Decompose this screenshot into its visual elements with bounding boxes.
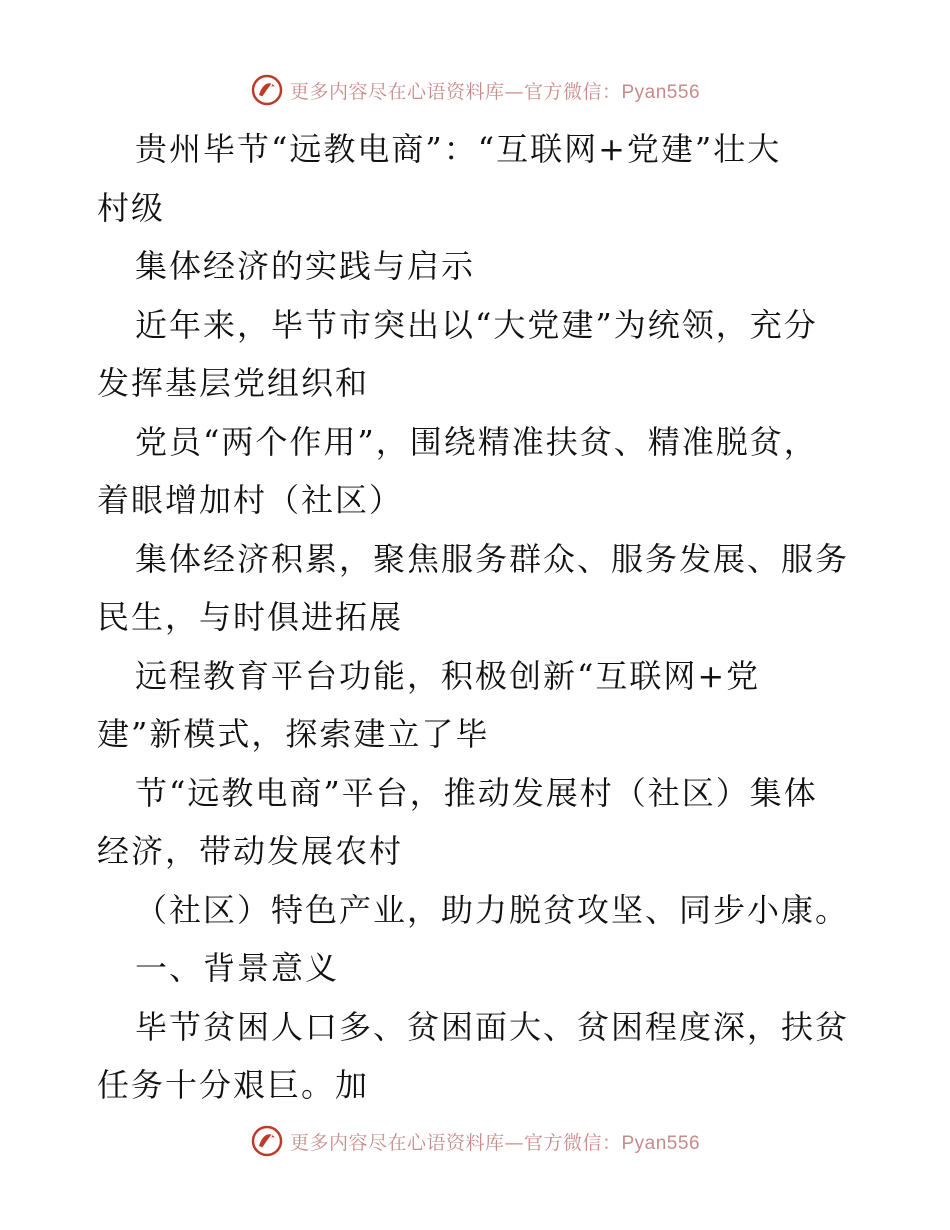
text-line: 任务十分艰巨。加	[97, 1066, 370, 1104]
text-line: 集体经济积累，聚焦服务群众、服务发展、服务	[135, 539, 850, 578]
text-line: 民生，与时俱进拓展	[97, 598, 404, 636]
text-line: 发挥基层党组织和	[97, 364, 370, 402]
text-line: 近年来，毕节市突出以“大党建”为统领，充分	[135, 305, 818, 344]
text-line: 村级	[97, 188, 166, 227]
header-banner-inner	[250, 73, 700, 107]
footer-banner-text	[290, 1128, 700, 1155]
document-body	[97, 120, 867, 1115]
text-line: 党员“两个作用”，围绕精准扶贫、精准脱贫，	[135, 422, 818, 461]
header-banner-label: 更多内容尽在心语资料库—官方微信：	[289, 80, 622, 103]
text-line: 贵州毕节“远教电商”：“互联网+党建”壮大	[135, 130, 782, 168]
footer-banner	[0, 1121, 950, 1161]
red-ribbon-logo-icon	[250, 1124, 284, 1158]
header-banner	[0, 70, 950, 110]
footer-banner-inner	[250, 1124, 700, 1158]
header-banner-brand: Pyan556	[621, 81, 701, 103]
footer-banner-brand: Pyan556	[621, 1132, 701, 1154]
text-line: 集体经济的实践与启示	[135, 247, 476, 285]
text-line: 建”新模式，探索建立了毕	[97, 715, 490, 753]
text-line: 一、背景意义	[135, 949, 340, 987]
text-line: 远程教育平台功能，积极创新“互联网+党	[135, 656, 761, 695]
text-line: 经济，带动发展农村	[97, 832, 404, 870]
red-ribbon-logo-icon	[250, 73, 284, 107]
text-line: （社区）特色产业，助力脱贫攻坚、同步小康。	[135, 890, 850, 929]
text-line: 毕节贫困人口多、贫困面大、贫困程度深，扶贫	[135, 1007, 850, 1046]
header-banner-text	[290, 77, 700, 104]
text-line: 着眼增加村（社区）	[97, 481, 404, 519]
text-line: 节“远教电商”平台，推动发展村（社区）集体	[135, 773, 818, 812]
footer-banner-label: 更多内容尽在心语资料库—官方微信：	[289, 1131, 622, 1154]
